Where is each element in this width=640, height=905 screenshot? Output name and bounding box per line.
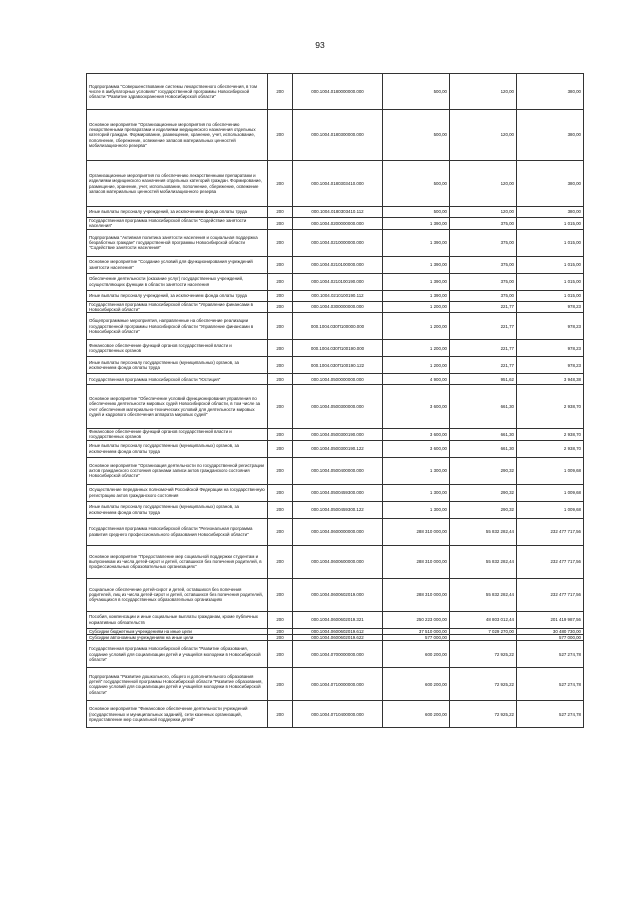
row-kvr: 200 <box>268 207 293 218</box>
table-row <box>87 207 584 218</box>
table-row <box>87 457 584 484</box>
row-kvr: 200 <box>268 578 293 611</box>
row-executed: 375,00 <box>450 256 517 273</box>
row-executed: 375,00 <box>450 290 517 301</box>
row-remaining: 201 419 987,56 <box>517 611 584 628</box>
row-name: Социальное обеспечение детей-сирот и детей, оставшихся без попечения родителей, лиц из числа детей-сирот и детей, оставшихся без попечения родителей, обучающихся в государственных образовательных организациях <box>87 578 268 611</box>
row-kvr: 200 <box>268 385 293 429</box>
row-plan: 250 223 000,00 <box>383 611 450 628</box>
row-code: 000.1004.0600600000.000 <box>293 545 383 578</box>
row-executed: 375,00 <box>450 218 517 230</box>
row-code: 000.1004.0500300190.000 <box>293 429 383 441</box>
table-row <box>87 301 584 313</box>
row-code: 000.1004.0500300000.000 <box>293 385 383 429</box>
row-remaining: 1 015,00 <box>517 273 584 290</box>
row-kvr: 200 <box>268 641 293 668</box>
row-plan: 3 600,00 <box>383 429 450 441</box>
row-code: 000.1004.030П100000.000 <box>293 313 383 340</box>
table-row <box>87 273 584 290</box>
row-code: 000.1004.0600602019.000 <box>293 578 383 611</box>
row-kvr: 200 <box>268 74 293 110</box>
row-kvr: 200 <box>268 110 293 161</box>
table-row <box>87 313 584 340</box>
row-plan: 500,00 <box>383 110 450 161</box>
row-plan: 288 310 000,00 <box>383 518 450 545</box>
table-row <box>87 385 584 429</box>
row-code: 000.1004.0210100190.112 <box>293 290 383 301</box>
row-code: 000.1004.0210100190.000 <box>293 273 383 290</box>
row-name: Подпрограмма "Совершенствование системы лекарственного обеспечения, в том числе в амбулаторных условиях" государственной программы Новосибирской области "Развитие здравоохранения Новосибирской области" <box>87 74 268 110</box>
row-executed: 661,30 <box>450 440 517 457</box>
row-name: Подпрограмма "Развитие дошкольного, общего и дополнительного образования детей" государственной программы Новосибирской области "Развитие образования, создание условий для социализации детей и учащейся молодежи в Новосибирской области" <box>87 668 268 701</box>
row-plan: 1 390,00 <box>383 290 450 301</box>
row-executed: 72 925,22 <box>450 668 517 701</box>
table-row <box>87 218 584 230</box>
row-plan: 600 200,00 <box>383 641 450 668</box>
row-executed: 221,77 <box>450 313 517 340</box>
row-kvr: 200 <box>268 501 293 518</box>
row-kvr: 200 <box>268 313 293 340</box>
row-remaining: 232 477 717,56 <box>517 545 584 578</box>
row-code: 000.1004.0200000000.000 <box>293 218 383 230</box>
row-executed: 72 925,22 <box>450 701 517 728</box>
row-remaining: 232 477 717,56 <box>517 578 584 611</box>
row-name: Финансовое обеспечение функций органов государственной власти и государственных органов <box>87 429 268 441</box>
row-kvr: 200 <box>268 429 293 441</box>
row-executed: 290,32 <box>450 484 517 501</box>
row-kvr: 200 <box>268 357 293 374</box>
row-code: 000.1004.0500400000.000 <box>293 457 383 484</box>
row-name: Основное мероприятие "Организационные мероприятия по обеспечению лекарственными препаратами и изделиями медицинского назначения отдельных категорий граждан. Формирование, размещение, хранение, учет, использование, пополнение, сбережение, освежение запасов материальных ценностей мобилизационного резерва" <box>87 110 268 161</box>
table-row <box>87 429 584 441</box>
row-name: Основное мероприятие "Обеспечение условий функционирования управления по обеспечению деятельности мировых судей Новосибирской области, в том числе за счет обеспечения материально-технических условий для деятельности мировых судей и кадрового обеспечения аппарата мировых судей" <box>87 385 268 429</box>
table-row <box>87 484 584 501</box>
row-name: Пособия, компенсации и иные социальные выплаты гражданам, кроме публичных нормативных обязательств <box>87 611 268 628</box>
row-plan: 577 000,00 <box>383 635 450 641</box>
row-remaining: 380,00 <box>517 74 584 110</box>
table-row <box>87 229 584 256</box>
table-row <box>87 256 584 273</box>
row-plan: 37 510 000,00 <box>383 628 450 634</box>
row-plan: 1 200,00 <box>383 340 450 357</box>
row-name: Основное мероприятие "Создание условий для функционирования учреждений занятости населения" <box>87 256 268 273</box>
row-name: Государственная программа Новосибирской области "Региональная программа развития среднего профессионального образования Новосибирской области" <box>87 518 268 545</box>
row-code: 000.1004.0210100000.000 <box>293 256 383 273</box>
row-remaining: 1 015,00 <box>517 229 584 256</box>
row-plan: 600 200,00 <box>383 668 450 701</box>
row-code: 000.1004.0500459300.000 <box>293 484 383 501</box>
row-remaining: 527 274,78 <box>517 668 584 701</box>
row-executed: 55 832 282,44 <box>450 518 517 545</box>
row-plan: 500,00 <box>383 207 450 218</box>
row-executed: 72 925,22 <box>450 641 517 668</box>
row-executed: 120,00 <box>450 74 517 110</box>
row-kvr: 200 <box>268 290 293 301</box>
row-code: 000.1004.0500459300.122 <box>293 501 383 518</box>
row-remaining: 527 274,78 <box>517 701 584 728</box>
row-code: 000.1004.0500300190.122 <box>293 440 383 457</box>
row-name: Общепрограммные мероприятия, направленные на обеспечение реализации государственной программы Новосибирской области "Управление финансами в Новосибирской области" <box>87 313 268 340</box>
row-executed: 221,77 <box>450 357 517 374</box>
row-name: Иные выплаты персоналу государственных (муниципальных) органов, за исключением фонда оплаты труда <box>87 501 268 518</box>
row-plan: 3 600,00 <box>383 440 450 457</box>
row-kvr: 200 <box>268 484 293 501</box>
row-plan: 3 600,00 <box>383 385 450 429</box>
row-kvr: 200 <box>268 635 293 641</box>
row-remaining: 3 948,38 <box>517 374 584 385</box>
table-row <box>87 578 584 611</box>
row-plan: 1 300,00 <box>383 457 450 484</box>
row-plan: 1 390,00 <box>383 218 450 230</box>
row-remaining: 978,23 <box>517 340 584 357</box>
row-plan: 288 310 000,00 <box>383 578 450 611</box>
row-executed: 55 832 282,44 <box>450 545 517 578</box>
row-kvr: 200 <box>268 256 293 273</box>
row-executed: 661,30 <box>450 385 517 429</box>
row-name: Иные выплаты персоналу учреждений, за исключением фонда оплаты труда <box>87 290 268 301</box>
row-remaining: 380,00 <box>517 110 584 161</box>
row-code: 000.1004.0180300000.000 <box>293 110 383 161</box>
row-name: Иные выплаты персоналу государственных (муниципальных) органов, за исключением фонда оплаты труда <box>87 440 268 457</box>
row-code: 000.1004.0710400000.000 <box>293 701 383 728</box>
row-name: Организационные мероприятия по обеспечению лекарственными препаратами и изделиями медицинского назначения отдельных категорий граждан. Формирование, размещение, хранение, учет, использование, пополнение, сбережение, освежение запасов материальных ценностей мобилизационного резерва <box>87 161 268 207</box>
row-name: Иные выплаты персоналу учреждений, за исключением фонда оплаты труда <box>87 207 268 218</box>
row-remaining: 2 938,70 <box>517 429 584 441</box>
row-executed: 48 803 012,44 <box>450 611 517 628</box>
row-code: 000.1004.0600602019.612 <box>293 628 383 634</box>
budget-table <box>86 73 584 728</box>
row-name: Субсидии автономным учреждениям на иные цели <box>87 635 268 641</box>
row-plan: 1 390,00 <box>383 229 450 256</box>
row-name: Субсидии бюджетным учреждениям на иные цели <box>87 628 268 634</box>
table-row <box>87 290 584 301</box>
table-row <box>87 74 584 110</box>
row-remaining: 1 009,68 <box>517 484 584 501</box>
row-executed: 120,00 <box>450 110 517 161</box>
row-plan: 4 900,00 <box>383 374 450 385</box>
table-row <box>87 161 584 207</box>
row-kvr: 200 <box>268 457 293 484</box>
row-code: 000.1004.0710000000.000 <box>293 668 383 701</box>
row-executed: 221,77 <box>450 301 517 313</box>
row-plan: 1 200,00 <box>383 301 450 313</box>
row-name: Финансовое обеспечение функций органов государственной власти и государственных органов <box>87 340 268 357</box>
row-kvr: 200 <box>268 161 293 207</box>
row-name: Основное мероприятие "Предоставление мер социальной поддержки студентам и выпускникам из числа детей-сирот и детей, оставшихся без попечения родителей, в профессиональных образовательных организациях" <box>87 545 268 578</box>
row-executed: 290,32 <box>450 501 517 518</box>
row-code: 000.1004.030П100190.122 <box>293 357 383 374</box>
row-code: 000.1004.0180303410.112 <box>293 207 383 218</box>
row-code: 000.1004.0180303410.000 <box>293 161 383 207</box>
row-code: 000.1004.030П100190.000 <box>293 340 383 357</box>
row-plan: 600 200,00 <box>383 701 450 728</box>
row-remaining: 232 477 717,56 <box>517 518 584 545</box>
row-remaining: 1 009,68 <box>517 457 584 484</box>
row-executed: 375,00 <box>450 273 517 290</box>
row-name: Государственная программа Новосибирской области "Управление финансами в Новосибирской области" <box>87 301 268 313</box>
row-name: Государственная программа Новосибирской области "Содействие занятости населения" <box>87 218 268 230</box>
row-remaining: 1 015,00 <box>517 290 584 301</box>
row-plan: 1 390,00 <box>383 273 450 290</box>
row-executed: 221,77 <box>450 340 517 357</box>
row-remaining: 527 274,78 <box>517 641 584 668</box>
table-row <box>87 340 584 357</box>
table-row <box>87 668 584 701</box>
row-remaining: 380,00 <box>517 207 584 218</box>
row-kvr: 200 <box>268 701 293 728</box>
row-plan: 1 300,00 <box>383 484 450 501</box>
row-plan: 1 390,00 <box>383 256 450 273</box>
table-row <box>87 440 584 457</box>
table-row <box>87 611 584 628</box>
row-remaining: 978,23 <box>517 357 584 374</box>
table-row <box>87 518 584 545</box>
row-name: Обеспечение деятельности (оказание услуг) государственных учреждений, осуществляющих функции в области занятости населения <box>87 273 268 290</box>
row-code: 000.1004.0600602019.622 <box>293 635 383 641</box>
row-kvr: 200 <box>268 229 293 256</box>
row-code: 000.1004.0700000000.000 <box>293 641 383 668</box>
row-name: Подпрограмма "Активная политика занятости населения и социальная поддержка безработных граждан" государственной программы Новосибирской области "Содействие занятости населения" <box>87 229 268 256</box>
row-name: Основное мероприятие "Финансовое обеспечение деятельности учреждений (государственных и муниципальных заданий), сети казенных организаций, предоставление мер социальной поддержки детей" <box>87 701 268 728</box>
row-kvr: 200 <box>268 374 293 385</box>
table-row <box>87 374 584 385</box>
row-kvr: 200 <box>268 545 293 578</box>
row-plan: 1 300,00 <box>383 501 450 518</box>
row-remaining: 978,23 <box>517 313 584 340</box>
row-code: 000.1004.0210000000.000 <box>293 229 383 256</box>
row-executed: 120,00 <box>450 207 517 218</box>
row-remaining: 2 938,70 <box>517 385 584 429</box>
row-kvr: 200 <box>268 301 293 313</box>
row-remaining: 380,00 <box>517 161 584 207</box>
table-row <box>87 628 584 634</box>
row-executed: 661,30 <box>450 429 517 441</box>
row-executed: 120,00 <box>450 161 517 207</box>
row-plan: 1 200,00 <box>383 357 450 374</box>
row-plan: 1 200,00 <box>383 313 450 340</box>
row-name: Государственная программа Новосибирской области "Юстиция" <box>87 374 268 385</box>
table-row <box>87 110 584 161</box>
row-kvr: 200 <box>268 273 293 290</box>
budget-table-body <box>87 74 584 728</box>
row-plan: 500,00 <box>383 74 450 110</box>
row-remaining: 978,23 <box>517 301 584 313</box>
row-remaining: 30 480 730,00 <box>517 628 584 634</box>
row-name: Иные выплаты персоналу государственных (муниципальных) органов, за исключением фонда оплаты труда <box>87 357 268 374</box>
row-remaining: 2 938,70 <box>517 440 584 457</box>
row-executed: 290,32 <box>450 457 517 484</box>
row-remaining: 1 015,00 <box>517 218 584 230</box>
row-kvr: 200 <box>268 611 293 628</box>
row-kvr: 200 <box>268 518 293 545</box>
row-name: Основное мероприятие "Организация деятельности по государственной регистрации актов гражданского состояния органами записи актов гражданского состояния Новосибирской области" <box>87 457 268 484</box>
row-code: 000.1004.0180000000.000 <box>293 74 383 110</box>
row-code: 000.1004.0500000000.000 <box>293 374 383 385</box>
row-name: Осуществление переданных полномочий Российской Федерации на государственную регистрацию актов гражданского состояния <box>87 484 268 501</box>
table-row <box>87 501 584 518</box>
row-remaining: 1 015,00 <box>517 256 584 273</box>
row-code: 000.1004.0600602019.321 <box>293 611 383 628</box>
row-kvr: 200 <box>268 628 293 634</box>
row-executed: 7 029 270,00 <box>450 628 517 634</box>
row-remaining: 1 009,68 <box>517 501 584 518</box>
row-executed: 55 832 282,44 <box>450 578 517 611</box>
row-name: Государственная программа Новосибирской области "Развитие образования, создание условий для социализации детей и учащейся молодежи в Новосибирской области" <box>87 641 268 668</box>
table-row <box>87 701 584 728</box>
row-code: 000.1004.0300000000.000 <box>293 301 383 313</box>
row-remaining: 577 000,00 <box>517 635 584 641</box>
table-row <box>87 641 584 668</box>
row-code: 000.1004.0600000000.000 <box>293 518 383 545</box>
table-row <box>87 545 584 578</box>
table-row <box>87 357 584 374</box>
row-kvr: 200 <box>268 340 293 357</box>
row-kvr: 200 <box>268 218 293 230</box>
row-executed: 951,62 <box>450 374 517 385</box>
row-kvr: 200 <box>268 668 293 701</box>
row-executed: 375,00 <box>450 229 517 256</box>
page-number: 93 <box>315 40 325 50</box>
row-plan: 500,00 <box>383 161 450 207</box>
row-kvr: 200 <box>268 440 293 457</box>
row-plan: 288 310 000,00 <box>383 545 450 578</box>
